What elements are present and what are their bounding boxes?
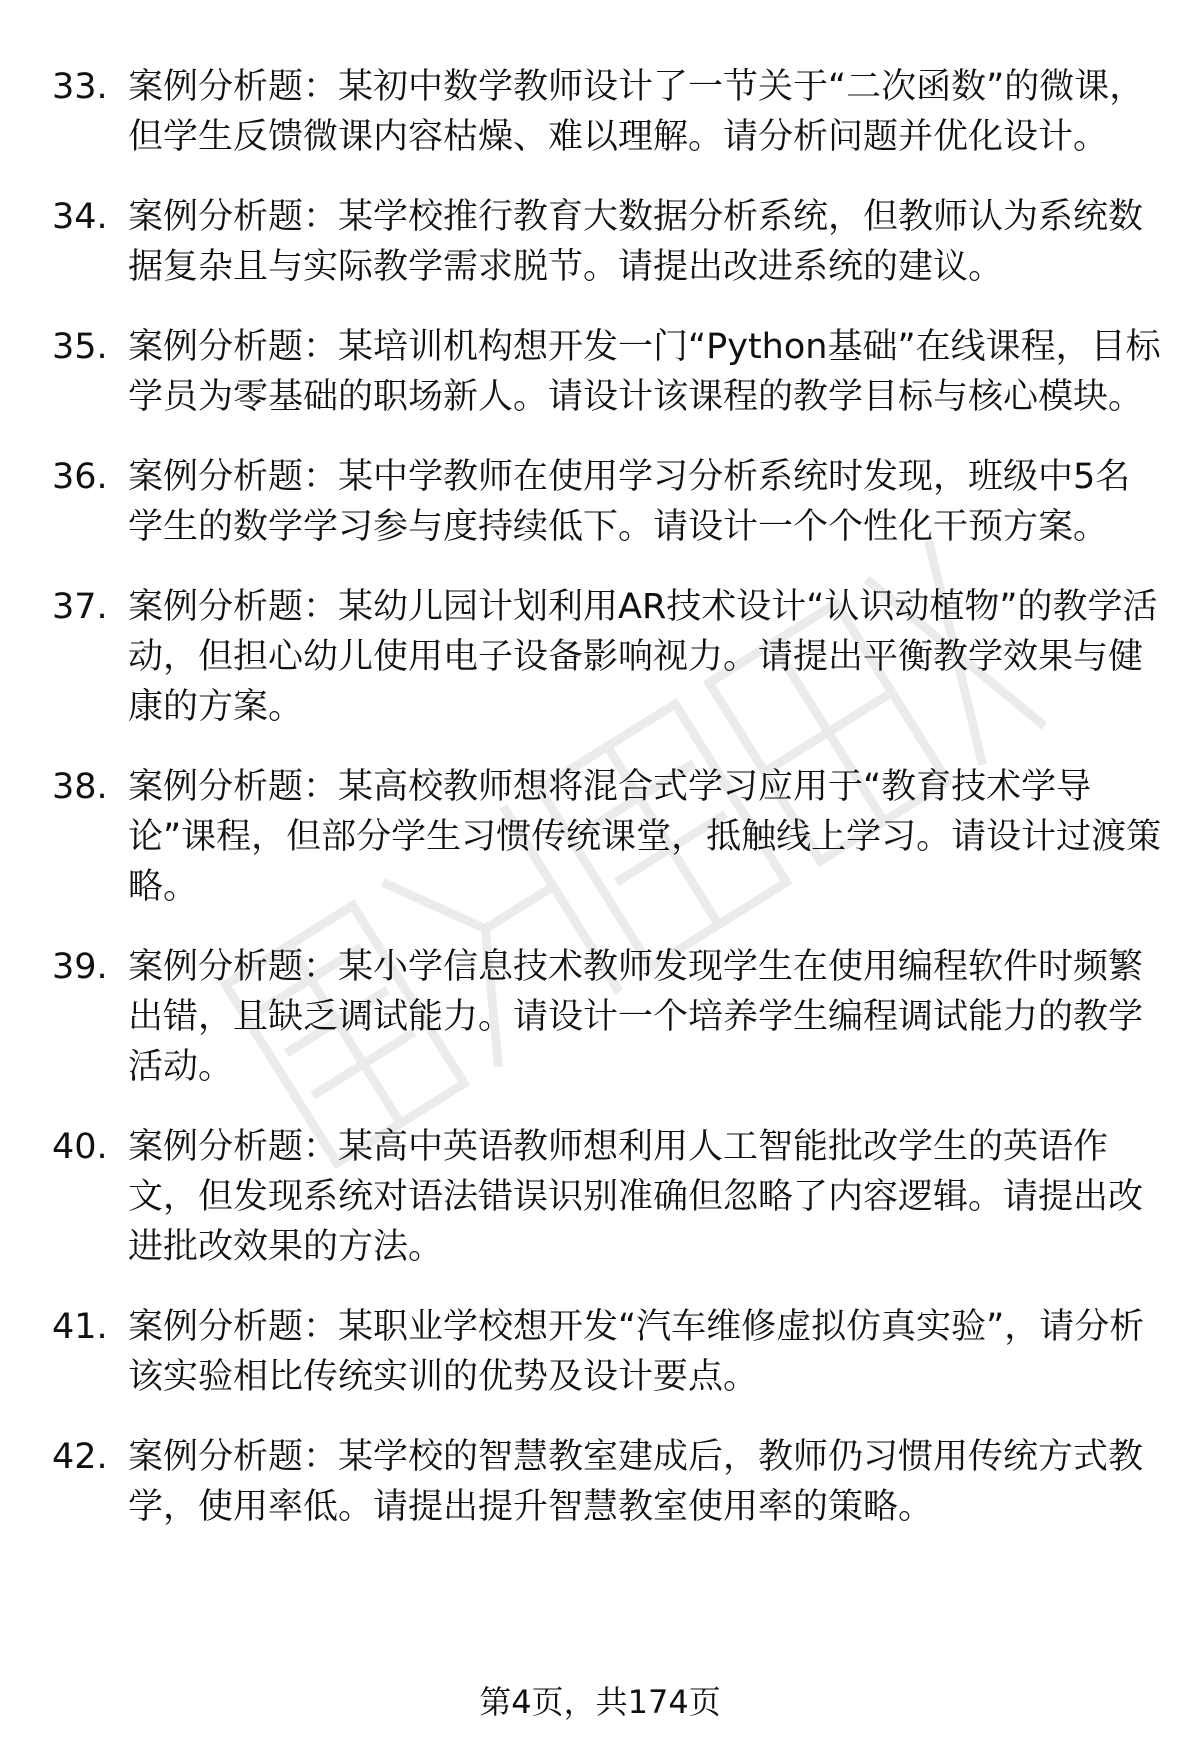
question-text: 案例分析题：某高校教师想将混合式学习应用于“教育技术学导论”课程，但部分学生习惯传统课堂，抵触线上学习。请设计过渡策略。 (128, 767, 1162, 907)
question-number: 35. (52, 327, 108, 367)
page-number-footer: 第4页，共174页 (479, 1683, 721, 1721)
question-item (52, 942, 1162, 1092)
question-item (52, 62, 1162, 162)
question-number: 39. (52, 947, 108, 987)
question-item (52, 1302, 1162, 1402)
question-item (52, 192, 1162, 292)
question-list (52, 62, 1162, 1562)
question-item (52, 1432, 1162, 1532)
question-text: 案例分析题：某小学信息技术教师发现学生在使用编程软件时频繁出错，且缺乏调试能力。请设计一个培养学生编程调试能力的教学活动。 (128, 947, 1144, 1087)
question-text: 案例分析题：某高中英语教师想利用人工智能批改学生的英语作文，但发现系统对语法错误识别准确但忽略了内容逻辑。请提出改进批改效果的方法。 (128, 1127, 1144, 1267)
question-number: 34. (52, 197, 108, 237)
question-item (52, 762, 1162, 912)
question-text: 案例分析题：某幼儿园计划利用AR技术设计“认识动植物”的教学活动，但担心幼儿使用电子设备影响视力。请提出平衡教学效果与健康的方案。 (128, 587, 1158, 727)
question-number: 40. (52, 1127, 108, 1167)
question-number: 42. (52, 1437, 108, 1477)
question-text: 案例分析题：某初中数学教师设计了一节关于“二次函数”的微课，但学生反馈微课内容枯燥、难以理解。请分析问题并优化设计。 (128, 67, 1145, 157)
question-number: 37. (52, 587, 108, 627)
question-number: 41. (52, 1307, 108, 1347)
question-text: 案例分析题：某中学教师在使用学习分析系统时发现，班级中5名学生的数学学习参与度持续低下。请设计一个个性化干预方案。 (128, 457, 1131, 547)
question-item (52, 582, 1162, 732)
question-item (52, 322, 1162, 422)
question-text: 案例分析题：某学校的智慧教室建成后，教师仍习惯用传统方式教学，使用率低。请提出提升智慧教室使用率的策略。 (128, 1437, 1144, 1527)
question-text: 案例分析题：某培训机构想开发一门“Python基础”在线课程，目标学员为零基础的职场新人。请设计该课程的教学目标与核心模块。 (128, 327, 1161, 417)
question-number: 38. (52, 767, 108, 807)
question-number: 36. (52, 457, 108, 497)
question-item (52, 1122, 1162, 1272)
question-item (52, 452, 1162, 552)
question-text: 案例分析题：某学校推行教育大数据分析系统，但教师认为系统数据复杂且与实际教学需求脱节。请提出改进系统的建议。 (128, 197, 1144, 287)
question-number: 33. (52, 67, 108, 107)
question-text: 案例分析题：某职业学校想开发“汽车维修虚拟仿真实验”，请分析该实验相比传统实训的优势及设计要点。 (128, 1307, 1145, 1397)
